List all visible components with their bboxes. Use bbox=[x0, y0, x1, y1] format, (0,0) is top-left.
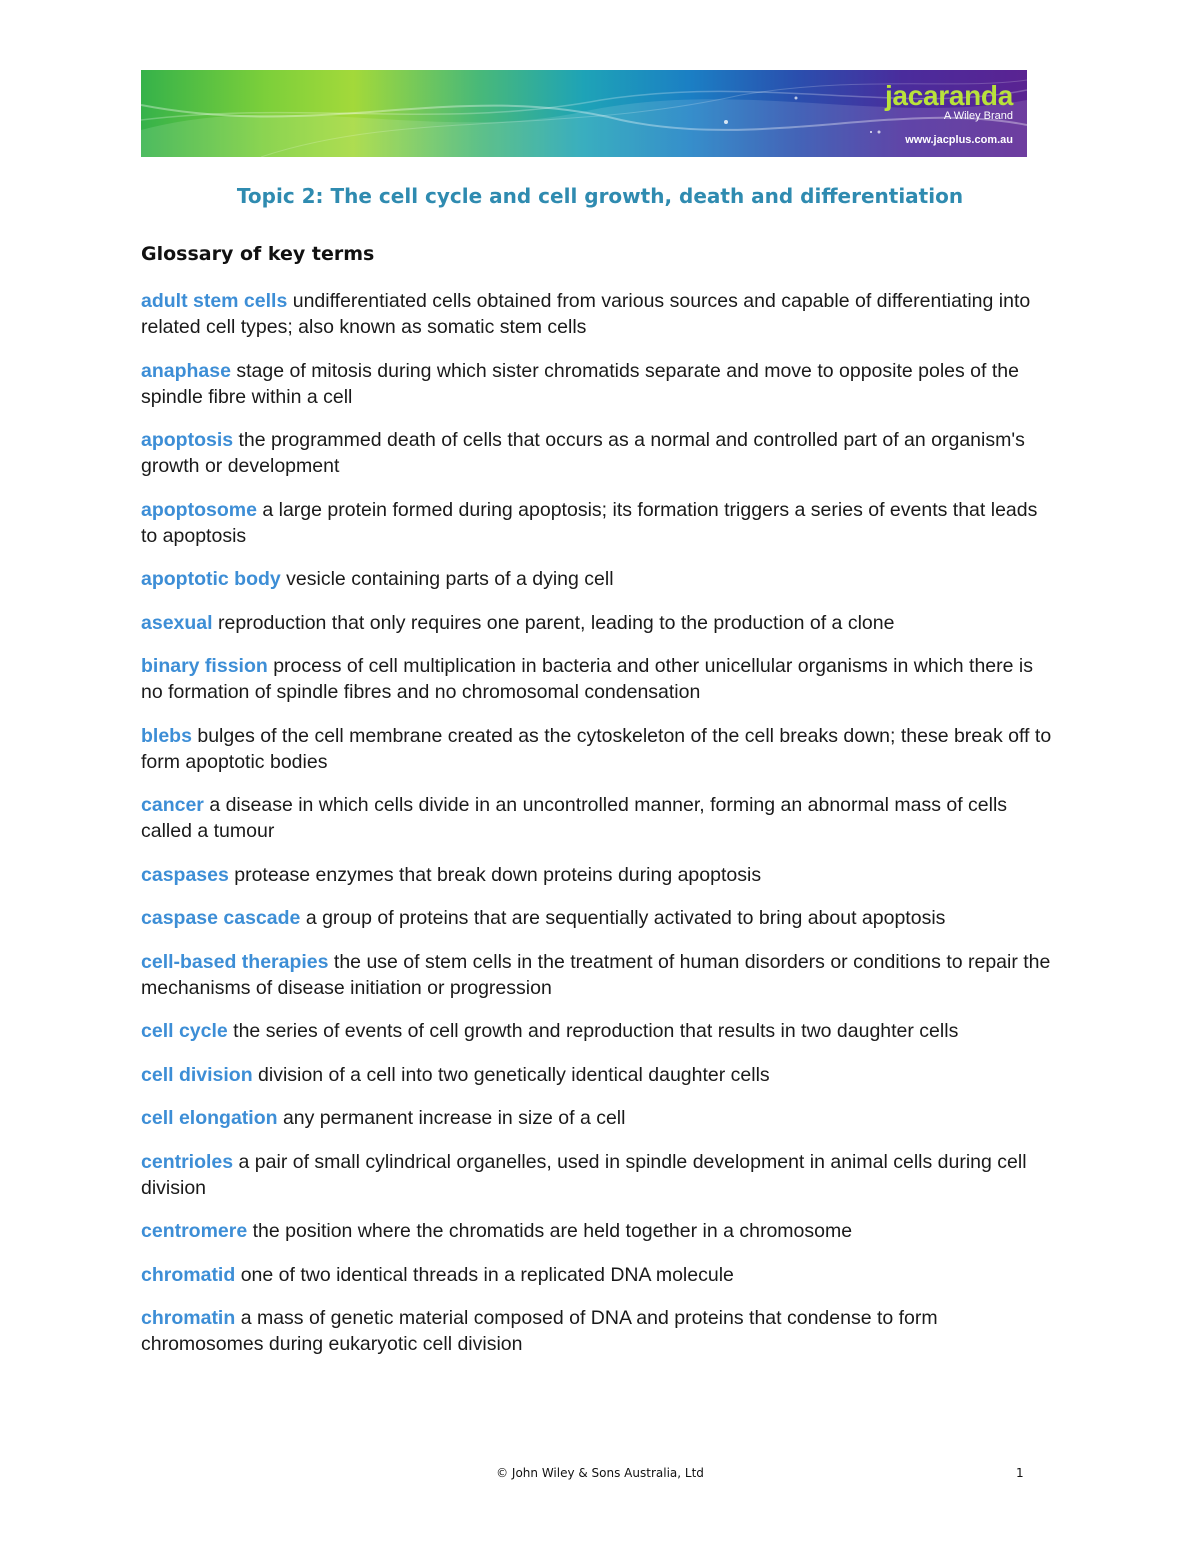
glossary-term: cancer bbox=[141, 794, 204, 816]
glossary-term: asexual bbox=[141, 611, 213, 634]
glossary-heading: Glossary of key terms bbox=[141, 243, 375, 265]
glossary-definition: bulges of the cell membrane created as the cytoskeleton of the cell breaks down; these break off to form apoptotic bodies bbox=[141, 724, 1052, 773]
glossary-definition: vesicle containing parts of a dying cell bbox=[286, 568, 614, 590]
glossary-definition: the series of events of cell growth and reproduction that results in two daughter cells bbox=[233, 1020, 959, 1042]
glossary-term: cell cycle bbox=[141, 1020, 228, 1042]
glossary-term: centrioles bbox=[141, 1150, 234, 1173]
glossary-entry bbox=[141, 566, 1059, 592]
glossary-definition: a large protein formed during apoptosis; its formation triggers a series of events that leads to apoptosis bbox=[141, 498, 1038, 547]
glossary-term: chromatid bbox=[141, 1263, 236, 1286]
glossary-term: cell-based therapies bbox=[141, 950, 329, 973]
page-title: Topic 2: The cell cycle and cell growth, death and differentiation bbox=[236, 184, 964, 208]
glossary-definition: a disease in which cells divide in an uncontrolled manner, forming an abnormal mass of cells called a tumour bbox=[141, 794, 1008, 842]
glossary-term: adult stem cells bbox=[141, 290, 288, 312]
glossary-definition: a group of proteins that are sequentially activated to bring about apoptosis bbox=[305, 907, 946, 929]
glossary-definition: protease enzymes that break down proteins during apoptosis bbox=[234, 863, 762, 886]
brand-url: www.jacplus.com.au bbox=[905, 134, 1013, 146]
page-number: 1 bbox=[1016, 1466, 1024, 1480]
glossary-entry bbox=[141, 1305, 1059, 1357]
glossary-definition: division of a cell into two genetically identical daughter cells bbox=[258, 1063, 770, 1086]
glossary-term: caspases bbox=[141, 863, 229, 886]
glossary-entry bbox=[141, 427, 1059, 479]
glossary-entry bbox=[141, 1018, 1059, 1044]
glossary-entry bbox=[141, 288, 1059, 340]
glossary-term: binary fission bbox=[141, 655, 268, 677]
glossary-term: blebs bbox=[141, 724, 192, 747]
glossary-definition: the position where the chromatids are held together in a chromosome bbox=[252, 1220, 853, 1242]
glossary-definition: the programmed death of cells that occurs as a normal and controlled part of an organism's growth or development bbox=[141, 429, 1025, 477]
glossary-entry bbox=[141, 792, 1059, 844]
glossary-term: chromatin bbox=[141, 1307, 236, 1329]
glossary-definition: stage of mitosis during which sister chromatids separate and move to opposite poles of the spindle fibre within a cell bbox=[141, 359, 1019, 408]
glossary-definition: undifferentiated cells obtained from various sources and capable of differentiating into related cell types; also known as somatic stem cells bbox=[141, 290, 1031, 338]
glossary-term: caspase cascade bbox=[141, 907, 301, 929]
brand-logo-name: jacaranda bbox=[884, 80, 1013, 111]
glossary-entry bbox=[141, 1218, 1059, 1244]
brand-tagline: A Wiley Brand bbox=[943, 110, 1013, 122]
glossary-entry bbox=[141, 653, 1059, 705]
glossary-term: cell division bbox=[141, 1063, 253, 1086]
glossary-term: cell elongation bbox=[141, 1107, 278, 1129]
glossary-definition: the use of stem cells in the treatment of human disorders or conditions to repair the mechanisms of disease initiation or progression bbox=[141, 950, 1051, 999]
glossary-definition: process of cell multiplication in bacteria and other unicellular organisms in which there is no formation of spindle fibres and no chromosomal condensation bbox=[141, 655, 1033, 703]
glossary-definition: any permanent increase in size of a cell bbox=[282, 1107, 626, 1129]
glossary-term: apoptotic body bbox=[141, 568, 281, 590]
glossary-definition: a pair of small cylindrical organelles, used in spindle development in animal cells during cell division bbox=[141, 1150, 1027, 1199]
header-banner bbox=[141, 70, 1027, 157]
glossary-entry bbox=[141, 949, 1059, 1001]
glossary-entry bbox=[141, 862, 1059, 888]
glossary-term: apoptosome bbox=[141, 498, 257, 521]
glossary-definition: a mass of genetic material composed of DNA and proteins that condense to form chromosomes during eukaryotic cell division bbox=[141, 1307, 938, 1355]
glossary-entry bbox=[141, 358, 1059, 410]
glossary-definition: one of two identical threads in a replicated DNA molecule bbox=[240, 1263, 734, 1286]
glossary-entry bbox=[141, 497, 1059, 549]
glossary-term: centromere bbox=[141, 1220, 248, 1242]
glossary-entry bbox=[141, 610, 1059, 636]
glossary-entry bbox=[141, 723, 1059, 775]
glossary-list bbox=[141, 288, 1059, 1375]
glossary-entry bbox=[141, 1149, 1059, 1201]
glossary-entry bbox=[141, 1105, 1059, 1131]
footer-copyright: © John Wiley & Sons Australia, Ltd bbox=[496, 1466, 704, 1480]
glossary-term: anaphase bbox=[141, 359, 231, 382]
glossary-term: apoptosis bbox=[141, 429, 234, 451]
glossary-entry bbox=[141, 1262, 1059, 1288]
glossary-entry bbox=[141, 905, 1059, 931]
glossary-entry bbox=[141, 1062, 1059, 1088]
glossary-definition: reproduction that only requires one parent, leading to the production of a clone bbox=[217, 611, 895, 634]
